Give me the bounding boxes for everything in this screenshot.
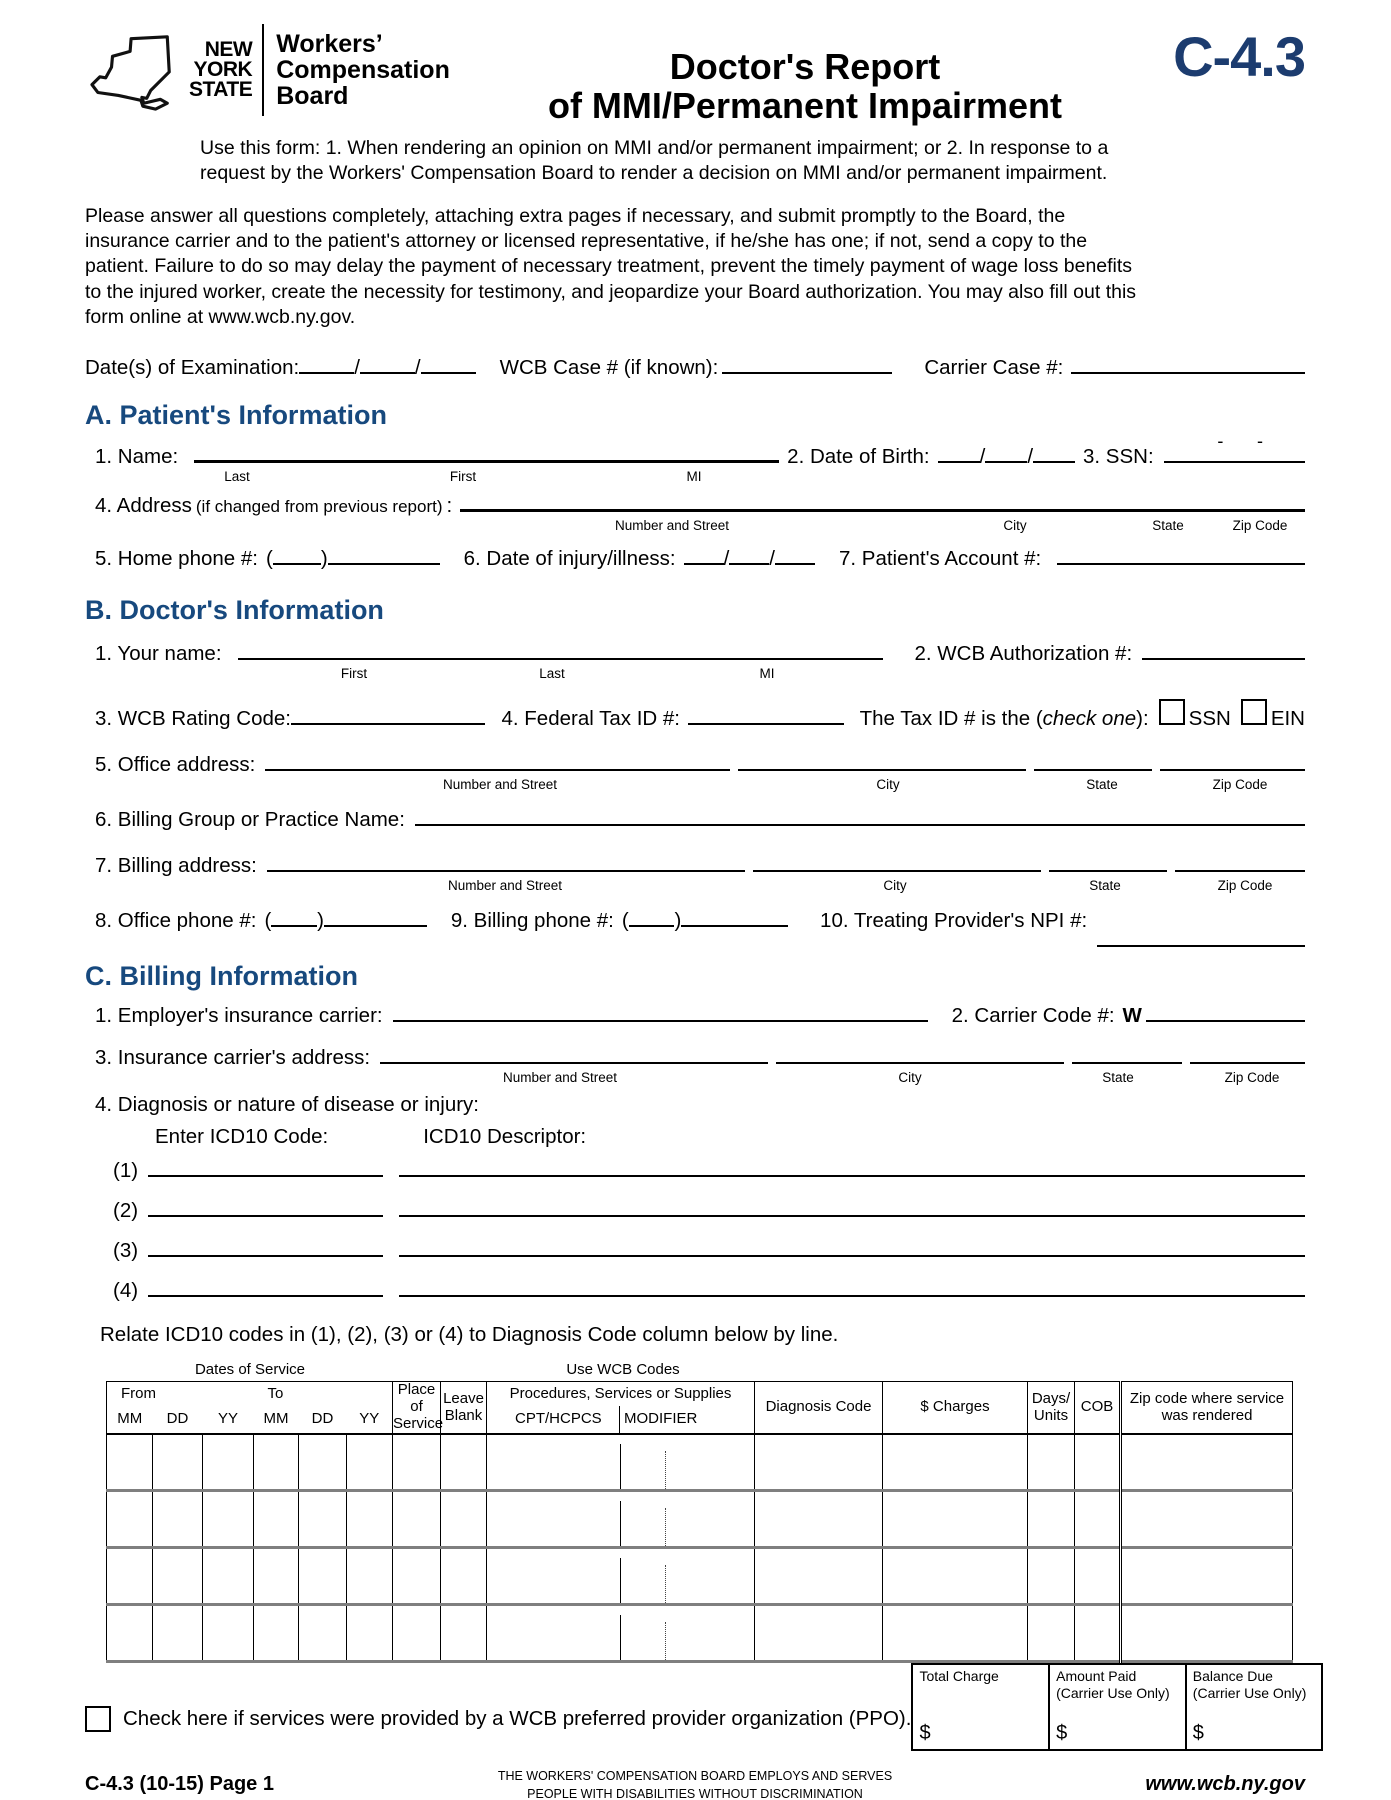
- logo-divider: [262, 24, 264, 116]
- patient-address-note: (if changed from previous report): [195, 497, 443, 517]
- billing-phone-field[interactable]: [681, 925, 788, 927]
- patient-address-field[interactable]: [460, 509, 1305, 512]
- col-header-yy: YY: [347, 1406, 393, 1433]
- col-header-dd: DD: [299, 1406, 347, 1433]
- service-cell-modifier[interactable]: [620, 1604, 755, 1661]
- logo-org-line: Board: [276, 82, 349, 110]
- logo-org-text: [276, 31, 450, 109]
- service-cell[interactable]: [254, 1434, 299, 1491]
- rating-code-field[interactable]: [291, 723, 486, 725]
- exam-date-mm-field[interactable]: [299, 372, 354, 374]
- service-cell-days[interactable]: [1028, 1490, 1075, 1547]
- sublabel-state: State: [1089, 878, 1121, 894]
- ssn-field[interactable]: [1164, 461, 1305, 463]
- service-cell[interactable]: [153, 1434, 203, 1491]
- logo-state-line: YORK: [193, 58, 253, 82]
- ppo-checkbox[interactable]: [85, 1706, 111, 1732]
- totals-row: [85, 1663, 1305, 1751]
- billing-street-field[interactable]: [267, 870, 745, 872]
- service-cell-cpt[interactable]: [487, 1434, 620, 1491]
- footer-form-version: C-4.3 (10-15) Page 1: [85, 1773, 274, 1796]
- billing-address-sublabels: [85, 878, 1305, 895]
- totals-boxes: [911, 1663, 1323, 1751]
- use-form-instructions: Use this form: 1. When rendering an opinion on MMI and/or permanent impairment; or 2. In response to a request by the Workers' Compensation Board to render a decision on MMI and/or permanent impairment.: [200, 136, 1109, 184]
- exam-date-dd-field[interactable]: [360, 372, 415, 374]
- ssn-option-label: SSN: [1188, 707, 1231, 731]
- office-address-sublabels: [85, 777, 1305, 794]
- service-cell-charges[interactable]: [883, 1434, 1028, 1491]
- service-cell-cpt[interactable]: [487, 1490, 620, 1547]
- service-cell-charges[interactable]: [883, 1547, 1028, 1604]
- sublabel-state: State: [1086, 777, 1118, 793]
- service-cell[interactable]: [107, 1434, 153, 1491]
- paren-open: (: [264, 909, 272, 933]
- injury-mm-field[interactable]: [684, 563, 724, 565]
- patient-account-label: 7. Patient's Account #:: [838, 547, 1042, 571]
- service-cell-modifier[interactable]: [620, 1434, 755, 1491]
- logo-state-line: STATE: [189, 77, 253, 101]
- sublabel-zip: Zip Code: [1224, 1070, 1280, 1086]
- icd-line-number: (4): [113, 1279, 139, 1303]
- billing-group-field[interactable]: [415, 824, 1305, 826]
- service-cell-modifier[interactable]: [620, 1490, 755, 1547]
- office-state-field[interactable]: [1034, 769, 1152, 771]
- tax-check-italic: check one: [1042, 707, 1137, 731]
- col-header-leave-blank: Leave Blank: [441, 1382, 487, 1434]
- doctor-name-sublabels: [85, 666, 1305, 683]
- carrier-code-label: 2. Carrier Code #:: [951, 1004, 1115, 1028]
- dollar-sign: $: [1192, 1721, 1204, 1744]
- tax-check-suffix: ):: [1136, 707, 1149, 731]
- icd-line-number: (3): [113, 1239, 139, 1263]
- office-phone-field[interactable]: [324, 925, 427, 927]
- sublabel-zip: Zip Code: [1217, 878, 1273, 894]
- paren-close: ): [317, 909, 324, 933]
- service-cell[interactable]: [153, 1547, 203, 1604]
- section-c-heading: C. Billing Information: [85, 961, 358, 992]
- service-cell[interactable]: [254, 1490, 299, 1547]
- service-cell[interactable]: [203, 1434, 254, 1491]
- icd-header-row: [155, 1125, 1305, 1149]
- icd-row-1: [113, 1159, 1305, 1183]
- sublabel-zip: Zip Code: [1212, 777, 1268, 793]
- ssn-dash: -: [1217, 431, 1224, 452]
- sublabel-city: City: [876, 777, 900, 793]
- wcb-case-label: WCB Case # (if known):: [499, 356, 719, 380]
- office-address-label: 5. Office address:: [95, 753, 256, 777]
- service-cell-cpt[interactable]: [487, 1547, 620, 1604]
- billing-group-row: [95, 808, 1305, 832]
- service-cell[interactable]: [299, 1547, 347, 1604]
- service-cell-diagnosis[interactable]: [755, 1547, 883, 1604]
- service-cell[interactable]: [203, 1490, 254, 1547]
- section-a-heading: A. Patient's Information: [85, 400, 387, 431]
- service-cell-days[interactable]: [1028, 1434, 1075, 1491]
- service-table: [106, 1381, 1293, 1662]
- exam-row: [85, 356, 1305, 380]
- dollar-sign: $: [1056, 1721, 1068, 1744]
- exam-date-label: Date(s) of Examination:: [85, 356, 300, 380]
- ny-state-outline-icon: [85, 26, 185, 114]
- billing-phone-area-field[interactable]: [629, 925, 675, 927]
- sublabel-mi: MI: [759, 666, 775, 682]
- service-cell[interactable]: [254, 1547, 299, 1604]
- col-header-mm: MM: [107, 1406, 153, 1433]
- icd-line-number: (1): [113, 1159, 139, 1183]
- service-cell[interactable]: [107, 1547, 153, 1604]
- carrier-state-field[interactable]: [1072, 1062, 1182, 1064]
- service-cell[interactable]: [393, 1604, 441, 1661]
- patient-name-row: [95, 431, 1305, 469]
- slash: /: [769, 547, 775, 571]
- icd-descriptor-field-3[interactable]: [399, 1255, 1305, 1257]
- service-cell[interactable]: [441, 1604, 487, 1661]
- slash: /: [1027, 445, 1034, 469]
- service-row-3: [107, 1547, 1293, 1604]
- icd-code-field-1[interactable]: [148, 1175, 383, 1177]
- form-code: C-4.3: [1173, 25, 1305, 88]
- relate-note: Relate ICD10 codes in (1), (2), (3) or (4) to Diagnosis Code column below by line.: [100, 1323, 839, 1347]
- sublabel-street: Number and Street: [502, 1070, 618, 1086]
- use-wcb-codes-label: Use WCB Codes: [566, 1361, 680, 1379]
- service-cell[interactable]: [153, 1604, 203, 1661]
- carrier-use-only-note: (Carrier Use Only): [1192, 1685, 1307, 1702]
- icd-descriptor-field-2[interactable]: [399, 1215, 1305, 1217]
- patient-address-sublabels: [85, 518, 1305, 535]
- service-cell-cpt[interactable]: [487, 1604, 620, 1661]
- tax-id-field[interactable]: [688, 723, 844, 725]
- rating-tax-row: [95, 699, 1305, 731]
- icd-descriptor-field-4[interactable]: [399, 1295, 1305, 1297]
- service-table-body: [107, 1434, 1293, 1662]
- sublabel-street: Number and Street: [442, 777, 558, 793]
- service-cell-zip[interactable]: [1121, 1434, 1293, 1491]
- col-header-diagnosis-code: Diagnosis Code: [755, 1382, 883, 1434]
- home-phone-field[interactable]: [328, 563, 440, 565]
- nys-wcb-logo: [85, 24, 495, 116]
- sublabel-city: City: [1003, 518, 1027, 534]
- exam-date-yy-field[interactable]: [421, 372, 476, 374]
- billing-city-field[interactable]: [753, 870, 1041, 872]
- service-cell-days[interactable]: [1028, 1547, 1075, 1604]
- patient-address-label: 4. Address: [95, 494, 192, 518]
- ssn-dash: -: [1256, 431, 1263, 452]
- patient-name-field[interactable]: [194, 460, 779, 463]
- icd-row-3: [113, 1239, 1305, 1263]
- service-cell[interactable]: [254, 1604, 299, 1661]
- service-cell[interactable]: [347, 1490, 393, 1547]
- form-header: [85, 24, 1305, 126]
- service-cell[interactable]: [203, 1604, 254, 1661]
- balance-due-label: Balance Due: [1192, 1667, 1273, 1684]
- service-cell[interactable]: [393, 1490, 441, 1547]
- col-header-zip-rendered: Zip code where service was rendered: [1121, 1382, 1293, 1434]
- relate-note-row: [100, 1323, 1305, 1347]
- slash: /: [979, 445, 986, 469]
- logo-org-line: Compensation: [276, 56, 450, 84]
- service-cell-modifier[interactable]: [620, 1547, 755, 1604]
- service-cell[interactable]: [441, 1547, 487, 1604]
- dob-label: 2. Date of Birth:: [787, 445, 930, 469]
- sublabel-last: Last: [224, 469, 250, 485]
- service-cell-zip[interactable]: [1121, 1604, 1293, 1661]
- carrier-address-sublabels: [85, 1070, 1305, 1087]
- service-cell-diagnosis[interactable]: [755, 1434, 883, 1491]
- dob-dd-field[interactable]: [985, 461, 1027, 463]
- form-title-line2: of MMI/Permanent Impairment: [547, 84, 1063, 126]
- diagnosis-label: 4. Diagnosis or nature of disease or injury:: [95, 1093, 480, 1117]
- carrier-case-label: Carrier Case #:: [924, 356, 1064, 380]
- injury-date-label: 6. Date of injury/illness:: [463, 547, 676, 571]
- col-header-place-of-service: Place of Service: [393, 1381, 444, 1432]
- service-row-4: [107, 1604, 1293, 1661]
- icd-line-number: (2): [113, 1199, 139, 1223]
- patient-address-colon: :: [446, 494, 453, 518]
- billing-phone-label: 9. Billing phone #:: [450, 909, 614, 933]
- home-phone-label: 5. Home phone #:: [95, 547, 258, 571]
- service-cell-zip[interactable]: [1121, 1490, 1293, 1547]
- dates-of-service-label: Dates of Service: [194, 1361, 306, 1379]
- logo-state-text: [189, 40, 252, 100]
- amount-paid-box[interactable]: [1048, 1665, 1185, 1749]
- patient-account-field[interactable]: [1057, 563, 1305, 565]
- ppo-label: Check here if services were provided by a WCB preferred provider organization (PPO).: [123, 1706, 912, 1730]
- sublabel-street: Number and Street: [447, 878, 563, 894]
- col-header-charges: $ Charges: [883, 1382, 1028, 1434]
- insurance-carrier-field[interactable]: [393, 1020, 928, 1022]
- col-header-mm: MM: [254, 1406, 299, 1433]
- carrier-address-row: [95, 1046, 1305, 1070]
- office-address-row: [95, 753, 1305, 777]
- service-cell-charges[interactable]: [883, 1490, 1028, 1547]
- sublabel-city: City: [898, 1070, 922, 1086]
- slash: /: [354, 356, 360, 380]
- service-cell[interactable]: [347, 1434, 393, 1491]
- notice-paragraph: Please answer all questions completely, attaching extra pages if necessary, and submit promptly to the Board, the insurance carrier and to the patient's attorney or licensed representative, if he/she has one; if not, send a copy to the patient. Failure to do so may delay the payment of necessary treatment, prevent the timely payment of wage loss benefits to the injured worker, create the necessity for testimony, and jeopardize your Board authorization. You may also fill out this form online at www.wcb.ny.gov.: [85, 204, 1137, 329]
- sublabel-street: Number and Street: [614, 518, 730, 534]
- service-cell-cob[interactable]: [1075, 1490, 1121, 1547]
- injury-yy-field[interactable]: [775, 563, 815, 565]
- service-cell-charges[interactable]: [883, 1604, 1028, 1661]
- balance-due-box[interactable]: [1185, 1665, 1322, 1749]
- col-header-to: To: [267, 1385, 284, 1403]
- carrier-zip-field[interactable]: [1190, 1062, 1305, 1064]
- service-cell-zip[interactable]: [1121, 1547, 1293, 1604]
- billing-address-row: [95, 854, 1305, 878]
- service-cell-cob[interactable]: [1075, 1547, 1121, 1604]
- wcb-auth-field[interactable]: [1142, 658, 1305, 660]
- ssn-label: 3. SSN:: [1083, 445, 1154, 469]
- carrier-street-field[interactable]: [380, 1062, 768, 1064]
- home-phone-area-field[interactable]: [273, 563, 321, 565]
- table-floating-labels: [85, 1361, 1305, 1381]
- patient-name-sublabels: [85, 469, 1305, 486]
- sublabel-state: State: [1102, 1070, 1134, 1086]
- service-cell[interactable]: [203, 1547, 254, 1604]
- billing-zip-field[interactable]: [1175, 870, 1305, 872]
- rating-code-label: 3. WCB Rating Code:: [95, 707, 291, 731]
- office-street-field[interactable]: [265, 769, 730, 771]
- col-header-dd: DD: [153, 1406, 203, 1433]
- icd-code-field-4[interactable]: [148, 1295, 383, 1297]
- npi-field[interactable]: [1097, 945, 1305, 947]
- service-cell[interactable]: [153, 1490, 203, 1547]
- service-cell[interactable]: [441, 1434, 487, 1491]
- carrier-use-only-note: (Carrier Use Only): [1056, 1685, 1170, 1702]
- footer-eeo-statement: THE WORKERS' COMPENSATION BOARD EMPLOYS AND SERVES PEOPLE WITH DISABILITIES WITHOUT DISCRIMINATION: [497, 1768, 893, 1800]
- form-title: [495, 24, 1115, 126]
- col-header-cob: COB: [1075, 1382, 1121, 1434]
- npi-label: 10. Treating Provider's NPI #:: [820, 909, 1088, 933]
- sublabel-zip: Zip Code: [1232, 518, 1288, 534]
- icd-code-field-3[interactable]: [148, 1255, 383, 1257]
- billing-group-label: 6. Billing Group or Practice Name:: [95, 808, 405, 832]
- wcb-case-field[interactable]: [722, 372, 892, 374]
- injury-dd-field[interactable]: [729, 563, 769, 565]
- form-title-line1: Doctor's Report: [669, 46, 941, 87]
- total-charge-label: Total Charge: [919, 1667, 999, 1684]
- service-cell[interactable]: [299, 1604, 347, 1661]
- icd-code-header: Enter ICD10 Code:: [155, 1125, 329, 1149]
- service-cell[interactable]: [347, 1547, 393, 1604]
- insurance-carrier-row: [95, 1004, 1305, 1028]
- service-cell-cob[interactable]: [1075, 1604, 1121, 1661]
- sublabel-last: Last: [539, 666, 565, 682]
- tax-id-label: 4. Federal Tax ID #:: [501, 707, 680, 731]
- service-cell-diagnosis[interactable]: [755, 1604, 883, 1661]
- icd-descriptor-header: ICD10 Descriptor:: [423, 1125, 587, 1149]
- diagnosis-label-row: [95, 1093, 1305, 1117]
- icd-code-field-2[interactable]: [148, 1215, 383, 1217]
- paren-open: (: [265, 547, 273, 571]
- sublabel-city: City: [883, 878, 907, 894]
- patient-phone-row: [95, 547, 1305, 571]
- service-cell[interactable]: [299, 1490, 347, 1547]
- patient-name-label: 1. Name:: [95, 445, 179, 469]
- slash: /: [414, 356, 421, 380]
- ssn-checkbox[interactable]: [1159, 699, 1185, 725]
- dob-yy-field[interactable]: [1033, 461, 1075, 463]
- service-row-1: [107, 1434, 1293, 1491]
- logo-org-line: Workers’: [276, 30, 383, 58]
- doctor-name-row: [95, 642, 1305, 666]
- service-cell-days[interactable]: [1028, 1604, 1075, 1661]
- service-cell-cob[interactable]: [1075, 1434, 1121, 1491]
- insurance-carrier-label: 1. Employer's insurance carrier:: [95, 1004, 383, 1028]
- page-footer: [85, 1767, 1305, 1800]
- sublabel-first: First: [340, 666, 368, 682]
- col-header-yy: YY: [203, 1406, 254, 1433]
- paren-open: (: [621, 909, 629, 933]
- service-cell-diagnosis[interactable]: [755, 1490, 883, 1547]
- col-header-days-units: Days/ Units: [1028, 1382, 1075, 1434]
- ein-checkbox[interactable]: [1241, 699, 1267, 725]
- service-cell[interactable]: [441, 1490, 487, 1547]
- dollar-sign: $: [919, 1721, 931, 1744]
- paren-close: ): [320, 547, 328, 571]
- ein-option-label: EIN: [1270, 707, 1305, 731]
- billing-state-field[interactable]: [1049, 870, 1167, 872]
- carrier-code-prefix: W: [1122, 1004, 1142, 1028]
- carrier-city-field[interactable]: [776, 1062, 1064, 1064]
- total-charge-box[interactable]: [913, 1665, 1048, 1749]
- sublabel-first: First: [449, 469, 477, 485]
- sublabel-state: State: [1152, 518, 1184, 534]
- logo-state-line: NEW: [204, 38, 253, 62]
- icd-descriptor-field-1[interactable]: [399, 1175, 1305, 1177]
- carrier-code-field[interactable]: [1146, 1020, 1305, 1022]
- col-header-from: From: [121, 1385, 156, 1403]
- dob-mm-field[interactable]: [938, 461, 980, 463]
- service-cell[interactable]: [299, 1434, 347, 1491]
- icd-row-2: [113, 1199, 1305, 1223]
- amount-paid-label: Amount Paid: [1056, 1667, 1137, 1684]
- sublabel-mi: MI: [686, 469, 702, 485]
- service-row-2: [107, 1490, 1293, 1547]
- office-phone-label: 8. Office phone #:: [95, 909, 257, 933]
- carrier-case-field[interactable]: [1071, 372, 1305, 374]
- service-cell[interactable]: [393, 1547, 441, 1604]
- section-b-heading: B. Doctor's Information: [85, 595, 384, 626]
- office-phone-area-field[interactable]: [271, 925, 317, 927]
- col-header-cpt-hcpcs: CPT/HCPCS: [487, 1406, 620, 1433]
- office-zip-field[interactable]: [1160, 769, 1305, 771]
- patient-address-row: [95, 494, 1305, 518]
- col-header-modifier: MODIFIER: [620, 1406, 755, 1433]
- billing-address-label: 7. Billing address:: [95, 854, 257, 878]
- paren-close: ): [674, 909, 682, 933]
- icd-row-4: [113, 1279, 1305, 1303]
- ppo-row: [85, 1663, 911, 1751]
- service-cell[interactable]: [107, 1604, 153, 1661]
- doctor-name-label: 1. Your name:: [95, 642, 222, 666]
- service-cell[interactable]: [107, 1490, 153, 1547]
- service-cell[interactable]: [347, 1604, 393, 1661]
- service-cell[interactable]: [393, 1434, 441, 1491]
- carrier-address-label: 3. Insurance carrier's address:: [95, 1046, 371, 1070]
- ssn-field-wrap: [1164, 431, 1305, 469]
- footer-website: www.wcb.ny.gov: [1145, 1773, 1305, 1796]
- col-header-procedures: Procedures, Services or Supplies: [509, 1385, 732, 1403]
- tax-check-prefix: The Tax ID # is the (: [859, 707, 1043, 731]
- wcb-auth-label: 2. WCB Authorization #:: [914, 642, 1133, 666]
- doctor-name-field[interactable]: [238, 658, 883, 660]
- slash: /: [723, 547, 730, 571]
- phones-npi-row: [95, 909, 1305, 933]
- office-city-field[interactable]: [738, 769, 1026, 771]
- service-table-header: [107, 1382, 1293, 1434]
